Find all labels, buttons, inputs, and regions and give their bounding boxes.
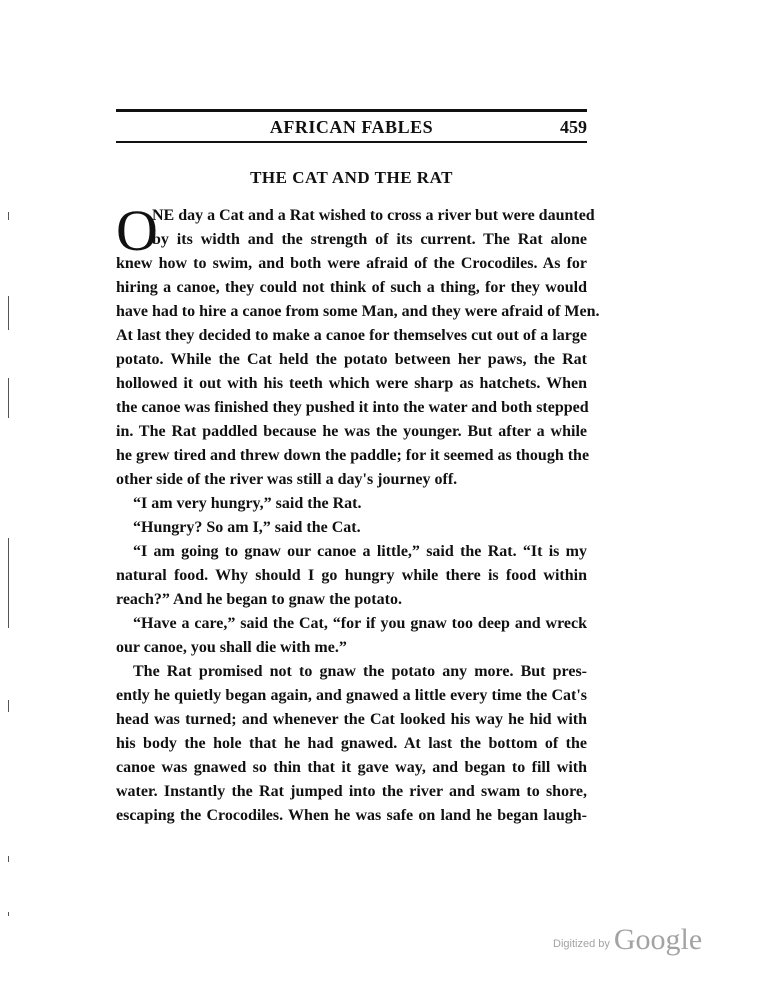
story-body — [116, 198, 600, 828]
story-title: THE CAT AND THE RAT — [250, 168, 453, 187]
text-line: in. The Rat paddled because he was the younger. But after a while — [116, 423, 587, 440]
text-line: the canoe was finished they pushed it into the water and both stepped — [116, 399, 589, 416]
text-line: he grew tired and threw down the paddle; for it seemed as though the — [116, 447, 590, 464]
text-line: knew how to swim, and both were afraid of the Crocodiles. As for — [116, 255, 587, 272]
scan-margin-mark — [8, 856, 9, 862]
text-line: head was turned; and whenever the Cat looked his way he hid with — [116, 711, 587, 728]
text-line: his body the hole that he had gnawed. At last the bottom of the — [116, 735, 587, 752]
text-line: other side of the river was still a day's journey off. — [116, 471, 458, 488]
text-line: water. Instantly the Rat jumped into the river and swam to shore, — [116, 783, 587, 800]
text-line: have had to hire a canoe from some Man, and they were afraid of Men. — [116, 303, 600, 320]
page-number: 459 — [560, 117, 587, 137]
text-line: natural food. Why should I go hungry while there is food within — [116, 567, 587, 584]
scan-margin-mark — [8, 538, 9, 628]
text-line: “Hungry? So am I,” said the Cat. — [133, 519, 361, 536]
text-line: “I am very hungry,” said the Rat. — [133, 495, 362, 512]
google-logo: Google — [613, 923, 703, 956]
text-line: canoe was gnawed so thin that it gave way, and began to fill with — [116, 759, 587, 776]
text-line: potato. While the Cat held the potato between her paws, the Rat — [116, 351, 587, 368]
header-bottom-rule — [116, 141, 587, 143]
text-line: At last they decided to make a canoe for themselves cut out of a large — [116, 327, 587, 344]
text-line: by its width and the strength of its current. The Rat alone — [152, 231, 587, 248]
text-line: The Rat promised not to gnaw the potato any more. But pres- — [133, 663, 587, 680]
text-line: our canoe, you shall die with me.” — [116, 639, 347, 656]
text-line: hollowed it out with his teeth which were sharp as hatchets. When — [116, 375, 587, 392]
text-line: hiring a canoe, they could not think of such a thing, for they would — [116, 279, 587, 296]
scan-margin-mark — [8, 378, 9, 418]
text-line: reach?” And he began to gnaw the potato. — [116, 591, 402, 608]
text-line: escaping the Crocodiles. When he was safe on land he began laugh- — [116, 807, 587, 824]
text-line: NE day a Cat and a Rat wished to cross a river but were daunted — [152, 207, 595, 224]
text-line: “I am going to gnaw our canoe a little,” said the Rat. “It is my — [133, 543, 587, 560]
drop-cap: O — [116, 198, 158, 263]
running-title: AFRICAN FABLES — [269, 117, 434, 137]
scan-margin-mark — [8, 212, 9, 220]
scan-margin-mark — [8, 700, 9, 712]
text-line: “Have a care,” said the Cat, “for if you gnaw too deep and wreck — [133, 615, 587, 632]
text-line: ently he quietly began again, and gnawed a little every time the Cat's — [116, 687, 587, 704]
header-top-rule — [116, 109, 587, 112]
scan-margin-mark — [8, 296, 9, 330]
running-header — [116, 116, 587, 140]
digitized-watermark — [553, 922, 702, 956]
scan-margin-mark — [8, 912, 9, 916]
watermark-prefix: Digitized by — [553, 938, 610, 950]
